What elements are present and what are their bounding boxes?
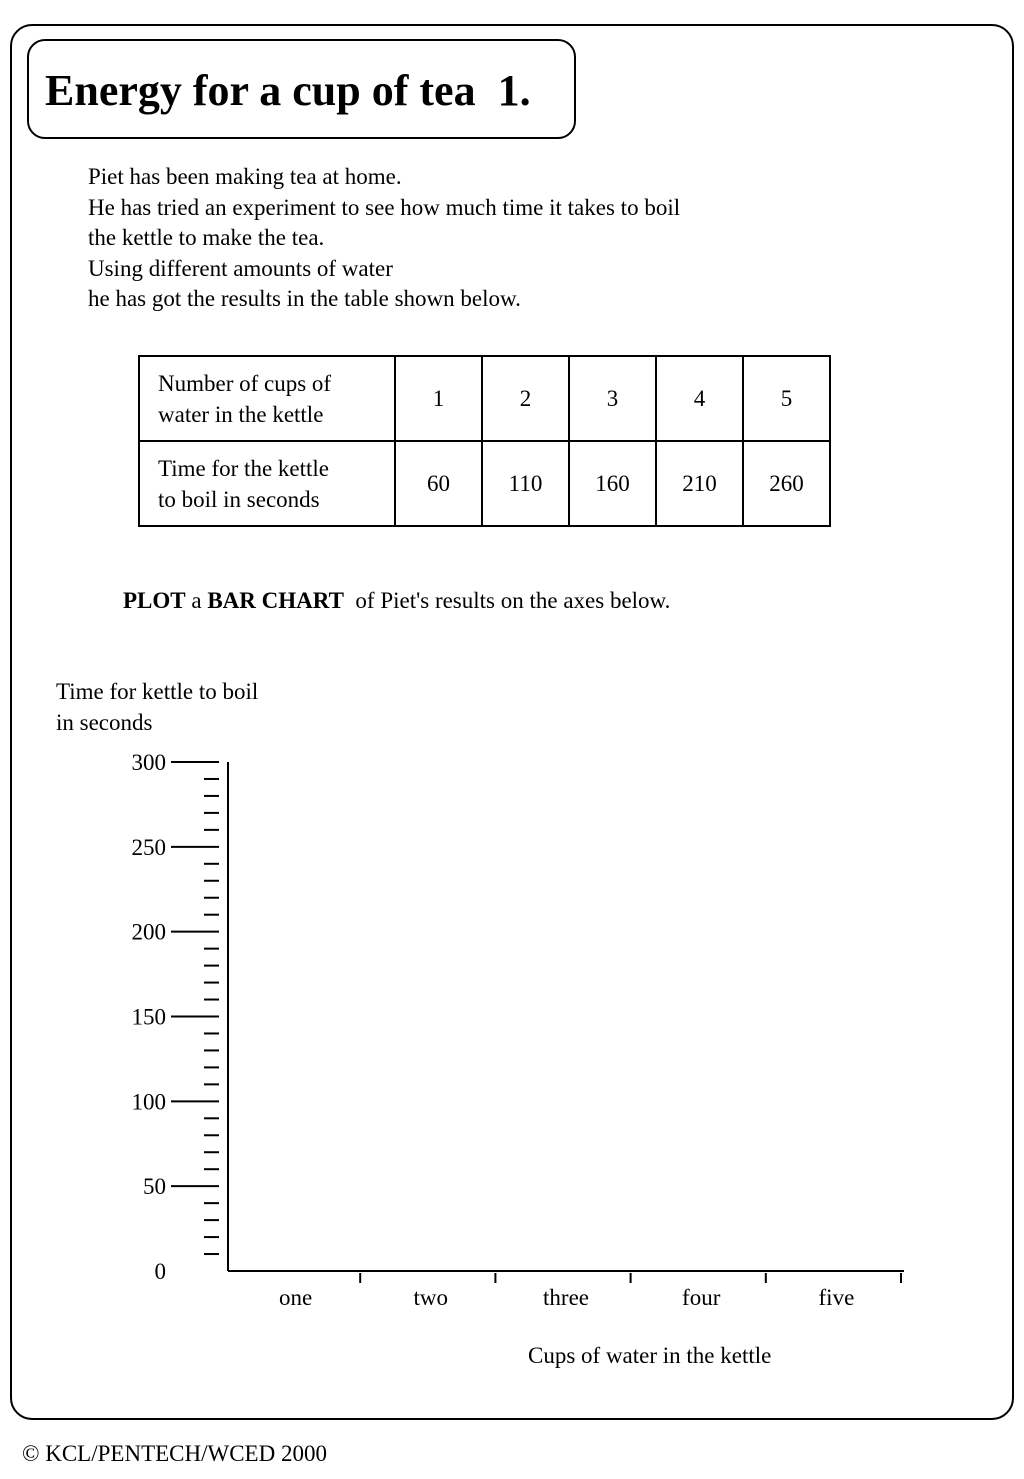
table-header-time: Time for the kettle to boil in seconds bbox=[139, 441, 395, 526]
table-cell: 5 bbox=[743, 356, 830, 441]
table-cell: 210 bbox=[656, 441, 743, 526]
table-cell: 160 bbox=[569, 441, 656, 526]
x-axis-title: Cups of water in the kettle bbox=[528, 1343, 772, 1368]
copyright-footer: © KCL/PENTECH/WCED 2000 bbox=[22, 1441, 327, 1466]
y-tick-label: 150 bbox=[131, 1004, 166, 1030]
y-tick-label: 0 bbox=[154, 1259, 166, 1284]
x-category-label: two bbox=[413, 1285, 449, 1310]
intro-line: the kettle to make the tea. bbox=[88, 225, 325, 250]
intro-line: Piet has been making tea at home. bbox=[88, 164, 402, 189]
table-cell: 60 bbox=[395, 441, 482, 526]
x-category-label: one bbox=[278, 1285, 313, 1310]
x-category-label: four bbox=[682, 1285, 721, 1310]
intro-line: He has tried an experiment to see how much time it takes to boil bbox=[88, 194, 681, 220]
x-category-label: five bbox=[818, 1285, 855, 1310]
table-cell: 2 bbox=[482, 356, 569, 441]
x-category-label: three bbox=[543, 1285, 589, 1310]
worksheet-title: Energy for a cup of tea 1. bbox=[45, 66, 531, 115]
table-cell: 4 bbox=[656, 356, 743, 441]
table-cell: 110 bbox=[482, 441, 569, 526]
y-tick-label: 100 bbox=[131, 1089, 166, 1115]
y-tick-label: 250 bbox=[131, 834, 166, 860]
y-tick-label: 50 bbox=[143, 1174, 166, 1200]
instruction-text: PLOT a BAR CHART of Piet's results on the axes below. bbox=[123, 588, 671, 613]
y-axis-title: Time for kettle to boil in seconds bbox=[56, 679, 259, 735]
intro-line: Using different amounts of water bbox=[88, 255, 393, 281]
table-cell: 1 bbox=[395, 356, 482, 441]
intro-line: he has got the results in the table shown below. bbox=[88, 286, 521, 311]
table-header-cups: Number of cups of water in the kettle bbox=[139, 356, 395, 441]
table-cell: 260 bbox=[743, 441, 830, 526]
table-cell: 3 bbox=[569, 356, 656, 441]
y-tick-label: 300 bbox=[131, 750, 166, 775]
y-tick-label: 200 bbox=[131, 919, 166, 945]
